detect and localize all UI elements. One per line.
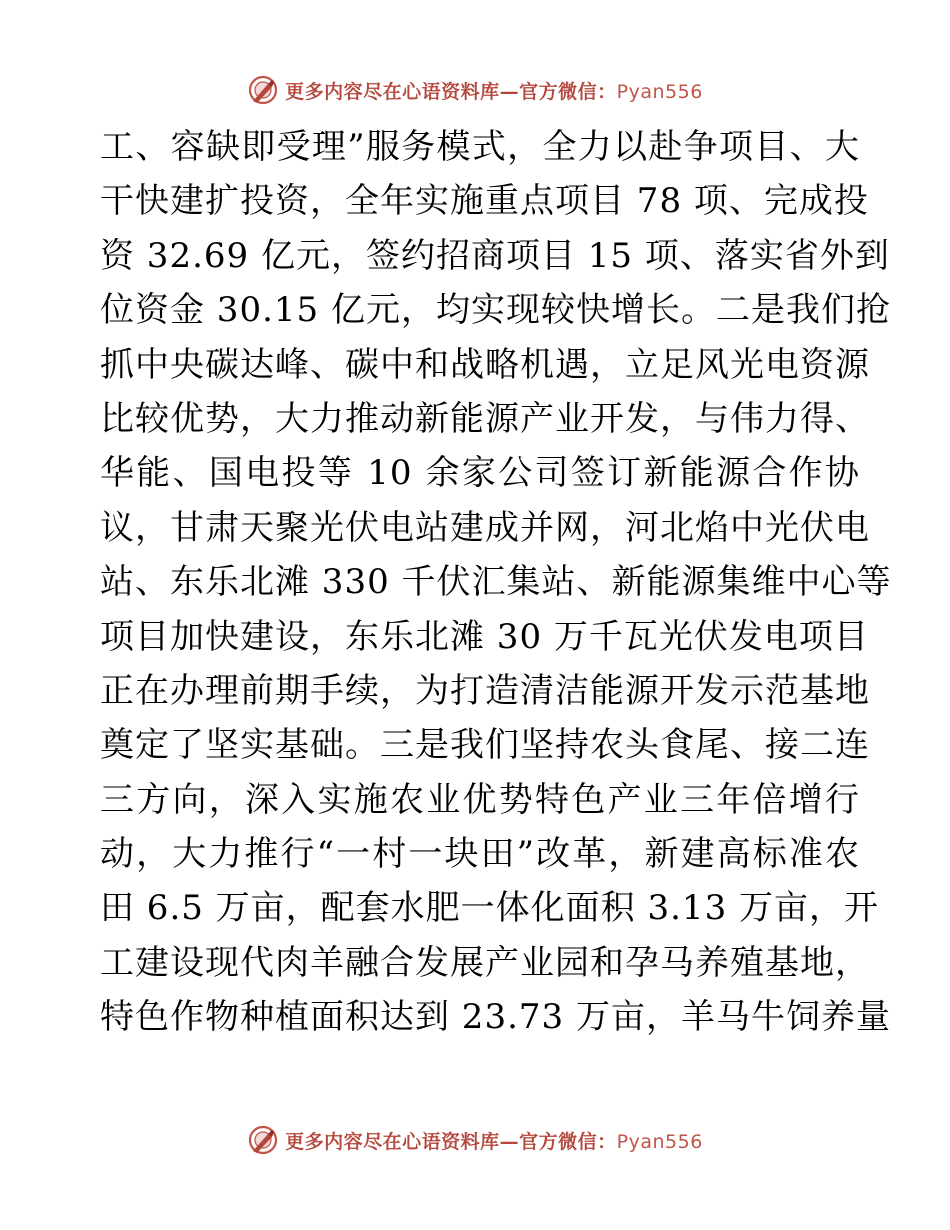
text-line: 比较优势，大力推动新能源产业开发，与伟力得、 [100,398,870,439]
document-body [100,120,892,1045]
footer-watermark [0,1120,950,1160]
text-line: 工建设现代肉羊融合发展产业园和孕马养殖基地， [100,942,870,983]
pen-nib-circle-icon [247,1124,279,1156]
text-line: 干快建扩投资，全年实施重点项目 78 项、完成投 [100,181,869,222]
watermark-id: Pyan556 [616,1130,703,1153]
header-watermark [0,70,950,110]
text-line: 站、东乐北滩 330 千伏汇集站、新能源集维中心等 [100,562,892,603]
text-line: 议，甘肃天聚光伏电站建成并网，河北焰中光伏电 [100,507,870,548]
text-line: 抓中央碳达峰、碳中和战略机遇，立足风光电资源 [100,344,870,385]
text-line: 正在办理前期手续，为打造清洁能源开发示范基地 [100,670,870,711]
text-line: 特色作物种植面积达到 23.73 万亩，羊马牛饲养量 [100,997,891,1038]
text-line: 奠定了坚实基础。三是我们坚持农头食尾、接二连 [100,725,870,766]
text-line: 项目加快建设，东乐北滩 30 万千瓦光伏发电项目 [100,616,869,657]
text-line: 资 32.69 亿元，签约招商项目 15 项、落实省外到 [100,235,890,276]
watermark-text: 更多内容尽在心语资料库—官方微信：Pyan556 [285,80,703,103]
watermark-text: 更多内容尽在心语资料库—官方微信：Pyan556 [285,1130,703,1153]
text-line: 华能、国电投等 10 余家公司签订新能源合作协 [100,453,860,494]
text-line: 田 6.5 万亩，配套水肥一体化面积 3.13 万亩，开 [100,888,880,929]
text-line: 工、容缺即受理”服务模式，全力以赴争项目、大 [100,127,860,167]
pen-nib-circle-icon [247,74,279,106]
text-line: 三方向，深入实施农业优势特色产业三年倍增行 [100,779,860,820]
text-line: 动，大力推行“一村一块田”改革，新建高标准农 [100,834,860,875]
text-line: 位资金 30.15 亿元，均实现较快增长。二是我们抢 [100,290,891,331]
watermark-id: Pyan556 [616,80,703,103]
